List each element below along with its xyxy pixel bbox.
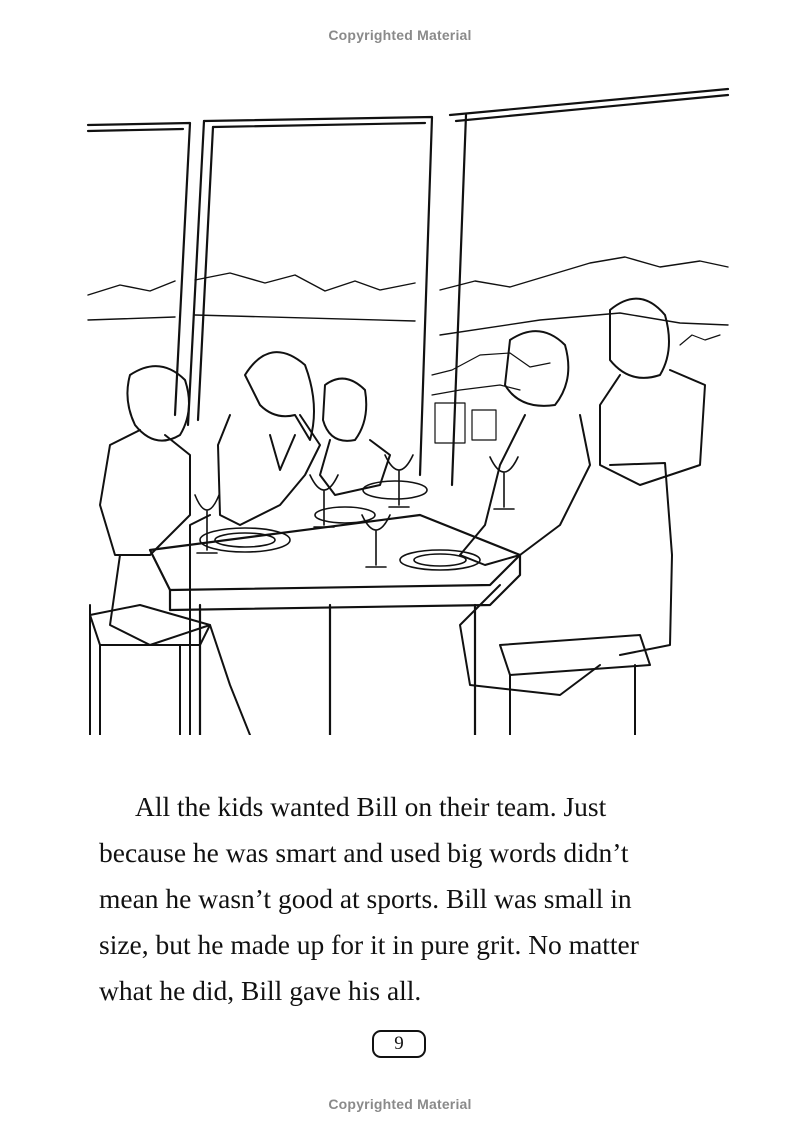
chair-left <box>90 515 210 735</box>
copyright-watermark-top: Copyrighted Material <box>328 27 472 43</box>
story-line: All the kids wanted Bill on their team. Just <box>135 791 607 822</box>
table <box>150 515 520 735</box>
family-restaurant-illustration <box>80 85 730 735</box>
mother-figure <box>218 352 320 525</box>
story-line: mean he wasn’t good at sports. Bill was small in <box>99 883 632 914</box>
story-paragraph <box>99 784 709 1014</box>
city <box>432 335 720 443</box>
page-number: 9 <box>372 1030 426 1058</box>
story-line: because he was smart and used big words didn’t <box>99 837 629 868</box>
chair <box>500 463 672 735</box>
copyright-watermark-bottom: Copyrighted Material <box>328 1096 472 1112</box>
grandmother-figure <box>460 331 600 695</box>
story-line: size, but he made up for it in pure grit. No matter <box>99 929 639 960</box>
tableware <box>195 455 518 570</box>
story-line: what he did, Bill gave his all. <box>99 975 422 1006</box>
mountains <box>88 257 728 335</box>
child-figure <box>320 379 390 495</box>
grandfather-figure <box>600 299 705 485</box>
